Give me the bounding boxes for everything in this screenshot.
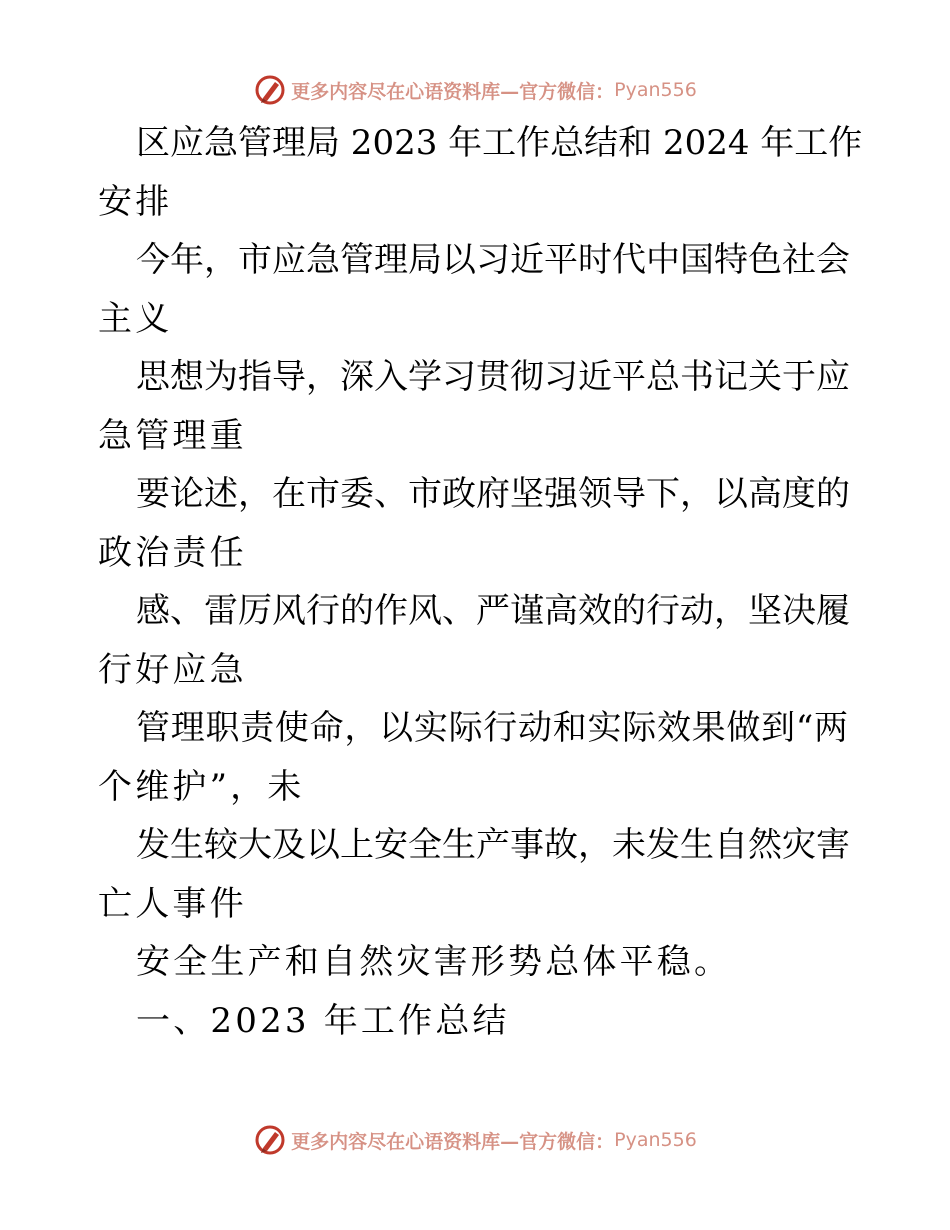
text-line: 安排 (98, 181, 173, 222)
text-line: 感、雷厉风行的作风、严谨高效的行动，坚决履 (136, 591, 850, 631)
pen-logo-icon (253, 1123, 287, 1157)
text-line: 行好应急 (98, 649, 247, 690)
watermark-wechat-id: Pyan556 (614, 79, 697, 101)
text-line: 个维护”，未 (98, 766, 305, 807)
document-body (98, 114, 863, 1050)
text-line: 管理职责使命，以实际行动和实际效果做到“两 (136, 708, 848, 748)
text-line: 要论述，在市委、市政府坚强领导下，以高度的 (136, 474, 850, 514)
text-line: 发生较大及以上安全生产事故，未发生自然灾害 (136, 825, 850, 865)
text-line: 主义 (98, 298, 173, 339)
header-watermark (0, 72, 950, 108)
footer-watermark (0, 1122, 950, 1158)
text-line: 急管理重 (98, 415, 247, 456)
text-line: 一、2023 年工作总结 (136, 1000, 510, 1041)
watermark-wechat-id: Pyan556 (614, 1129, 697, 1151)
text-line: 思想为指导，深入学习贯彻习近平总书记关于应 (136, 357, 850, 397)
watermark-text: 更多内容尽在心语资料库—官方微信： (291, 1130, 615, 1153)
text-line: 区应急管理局 2023 年工作总结和 2024 年工作 (136, 123, 863, 163)
text-line: 安全生产和自然灾害形势总体平稳。 (136, 942, 732, 982)
text-line: 亡人事件 (98, 883, 247, 924)
watermark-text: 更多内容尽在心语资料库—官方微信： (291, 80, 615, 103)
pen-logo-icon (253, 73, 287, 107)
text-line: 政治责任 (98, 532, 247, 573)
text-line: 今年，市应急管理局以习近平时代中国特色社会 (136, 240, 850, 280)
